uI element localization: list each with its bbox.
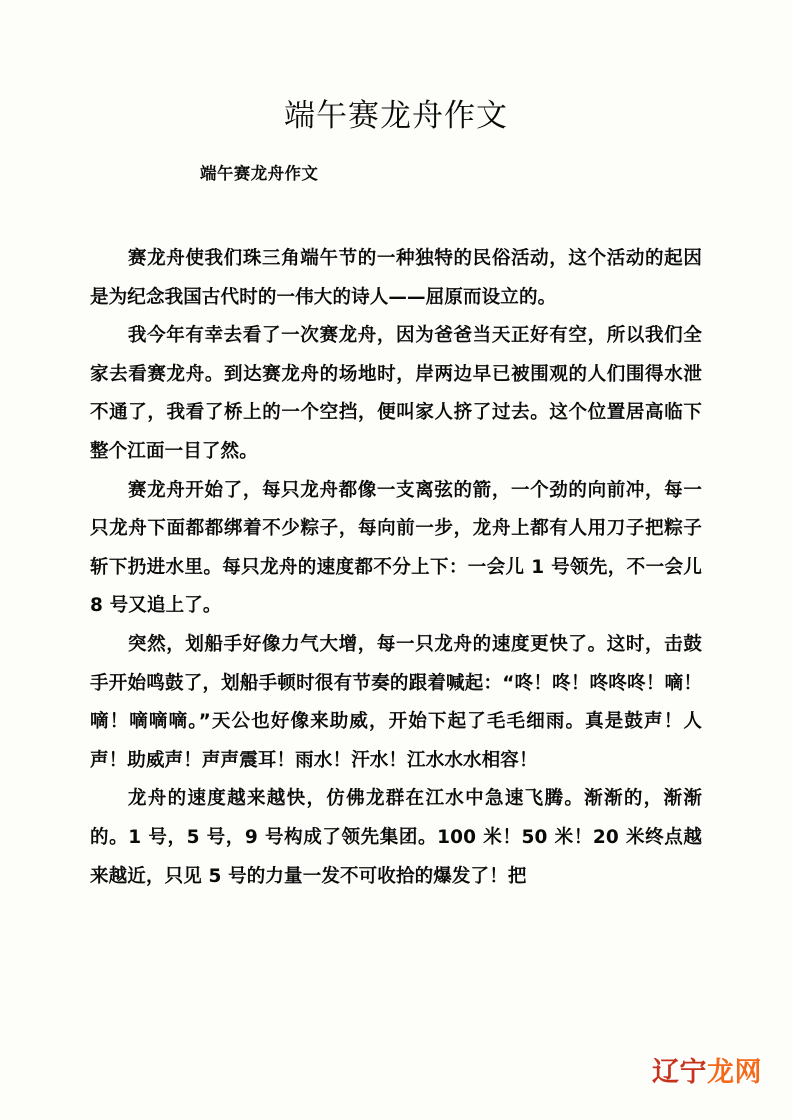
- watermark-text-secondary: 龙网: [707, 1057, 762, 1088]
- watermark-text-primary: 辽宁: [652, 1057, 707, 1088]
- paragraph: 赛龙舟开始了，每只龙舟都像一支离弦的箭，一个劲的向前冲，每一只龙舟下面都都绑着不少粽子，每向前一步，龙舟上都有人用刀子把粽子斩下扔进水里。每只龙舟的速度都不分上下：一会儿 1 号领先，不一会儿 8 号又追上了。: [90, 479, 702, 617]
- page-title: 端午赛龙舟作文: [284, 98, 508, 134]
- paragraph: 突然，划船手好像力气大增，每一只龙舟的速度更快了。这时，击鼓手开始鸣鼓了，划船手顿时很有节奏的跟着喊起：“咚！咚！咚咚咚！嘀！嘀！嘀嘀嘀。”天公也好像来助威，开始下起了毛毛细雨。真是鼓声！人声！助威声！声声震耳！雨水！汗水！江水水水相容！: [90, 633, 702, 771]
- paragraph: 龙舟的速度越来越快，仿佛龙群在江水中急速飞腾。渐渐的，渐渐的。1 号，5 号，9 号构成了领先集团。100 米！50 米！20 米终点越来越近，只见 5 号的力量一发不可收拾的爆发了！把: [90, 788, 702, 887]
- document-body: [90, 240, 702, 896]
- paragraph: 我今年有幸去看了一次赛龙舟，因为爸爸当天正好有空，所以我们全家去看赛龙舟。到达赛龙舟的场地时，岸两边早已被围观的人们围得水泄不通了，我看了桥上的一个空挡，便叫家人挤了过去。这个位置居高临下整个江面一目了然。: [90, 325, 702, 462]
- paragraph: 赛龙舟使我们珠三角端午节的一种独特的民俗活动，这个活动的起因是为纪念我国古代时的一伟大的诗人——屈原而设立的。: [90, 248, 702, 308]
- site-watermark: [652, 1057, 762, 1089]
- document-subtitle: 端午赛龙舟作文: [200, 164, 319, 183]
